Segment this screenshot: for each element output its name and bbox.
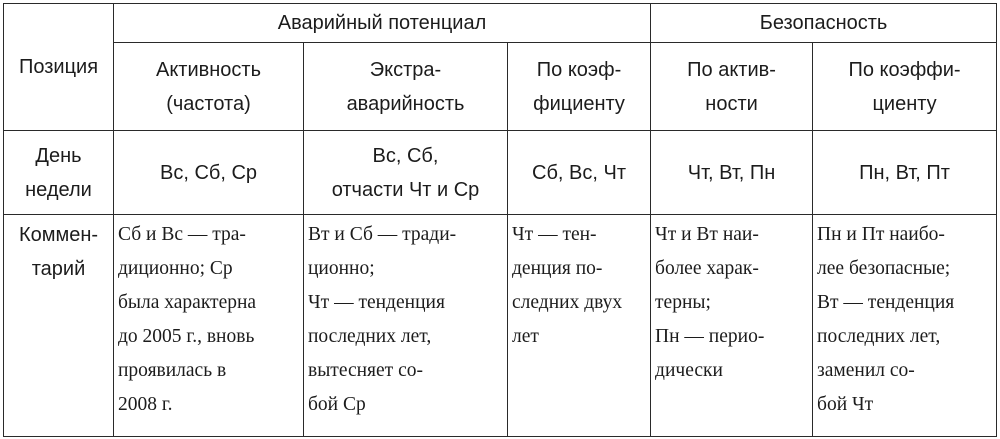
safety-header: Безопасность <box>651 4 997 43</box>
sub-header-by-coefficient-safety: По коэффи- циенту <box>813 43 997 131</box>
day-cell: Сб, Вс, Чт <box>508 131 651 215</box>
sub-header-extra-accident: Экстра- аварийность <box>304 43 508 131</box>
day-cell: Пн, Вт, Пт <box>813 131 997 215</box>
sub-header-by-coefficient: По коэф- фициенту <box>508 43 651 131</box>
comment-cell: Пн и Пт наибо- лее безопасные; Вт — тенденция последних лет, заменил со- бой Чт <box>813 215 997 437</box>
day-of-week-label: День недели <box>4 131 114 215</box>
days-table <box>3 3 997 437</box>
comment-label: Коммен- тарий <box>4 215 114 437</box>
comment-cell: Чт — тен- денция по- следних двух лет <box>508 215 651 437</box>
sub-header-by-activity: По актив- ности <box>651 43 813 131</box>
comment-row <box>4 215 997 437</box>
position-header: Позиция <box>4 4 114 131</box>
day-cell: Вс, Сб, Ср <box>114 131 304 215</box>
comment-cell: Сб и Вс — тра- диционно; Ср была характерна до 2005 г., вновь проявилась в 2008 г. <box>114 215 304 437</box>
comment-cell: Вт и Сб — тради- ционно; Чт — тенденция последних лет, вытесняет со- бой Ср <box>304 215 508 437</box>
sub-header-activity: Активность (частота) <box>114 43 304 131</box>
comment-cell: Чт и Вт наи- более харак- терны; Пн — перио- дически <box>651 215 813 437</box>
day-cell: Чт, Вт, Пн <box>651 131 813 215</box>
group-header-row <box>4 4 997 43</box>
sub-header-row <box>4 43 997 131</box>
emergency-potential-header: Аварийный потенциал <box>114 4 651 43</box>
day-cell: Вс, Сб, отчасти Чт и Ср <box>304 131 508 215</box>
day-of-week-row <box>4 131 997 215</box>
